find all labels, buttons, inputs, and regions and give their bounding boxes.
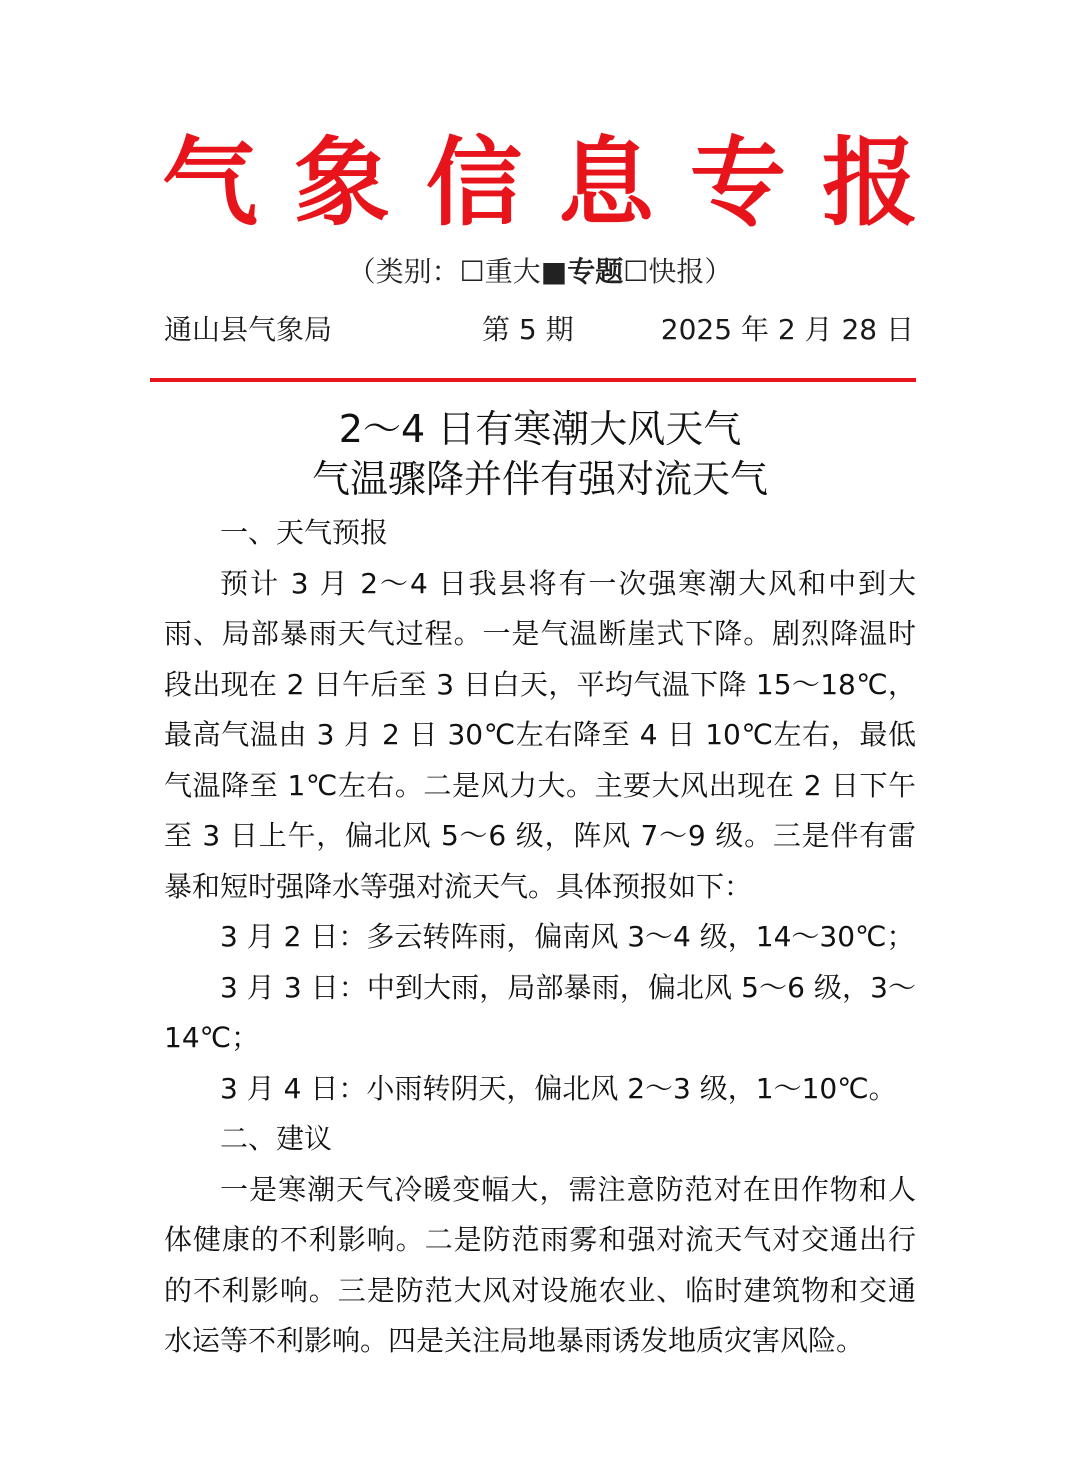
checkbox-special-icon: ■ xyxy=(540,255,568,288)
checkbox-quick-icon: ☐ xyxy=(623,255,649,288)
category-line xyxy=(0,252,1080,292)
red-divider xyxy=(150,378,916,382)
category-option-quick: 快报 xyxy=(648,255,705,288)
daily-forecast-day-4: 3 月 4 日：小雨转阴天，偏北风 2～3 级，1～10℃。 xyxy=(220,1071,897,1105)
issuing-office: 通山县气象局 xyxy=(164,313,333,346)
category-suffix: ） xyxy=(704,255,733,288)
headline-line-2: 气温骤降并伴有强对流天气 xyxy=(311,457,768,501)
category-prefix: （类别： xyxy=(347,255,460,288)
issue-date: 2025 年 2 月 28 日 xyxy=(660,313,914,346)
forecast-heading: 一、天气预报 xyxy=(220,516,389,549)
report-body xyxy=(164,508,916,1367)
headline xyxy=(0,404,1080,504)
advice-paragraph: 一是寒潮天气冷暖变幅大，需注意防范对在田作物和人体健康的不利影响。二是防范雨雾和强对流天气对交通出行的不利影响。三是防范大风对设施农业、临时建筑物和交通水运等不利影响。四是关注局地暴雨诱发地质灾害风险。 xyxy=(164,1172,916,1357)
masthead-title: 气象信息专报 xyxy=(162,127,954,239)
forecast-paragraph: 预计 3 月 2～4 日我县将有一次强寒潮大风和中到大雨、局部暴雨天气过程。一是气温断崖式下降。剧烈降温时段出现在 2 日午后至 3 日白天，平均气温下降 15～18℃，最高气温由 3 月 2 日 30℃左右降至 4 日 10℃左右，最低气温降至 1℃左右。二是风力大。主要大风出现在 2 日下午至 3 日上午，偏北风 5～6 级，阵风 7～9 级。三是伴有雷暴和短时强降水等强对流天气。具体预报如下： xyxy=(164,566,916,903)
headline-line-1: 2～4 日有寒潮大风天气 xyxy=(338,407,742,451)
issue-number: 第 5 期 xyxy=(482,313,574,346)
advice-heading: 二、建议 xyxy=(220,1122,333,1155)
category-option-special: 专题 xyxy=(567,255,624,288)
category-option-major: 重大 xyxy=(484,255,541,288)
daily-forecast-day-3: 3 月 3 日：中到大雨，局部暴雨，偏北风 5～6 级，3～14℃； xyxy=(164,970,916,1054)
daily-forecast-day-2: 3 月 2 日：多云转阵雨，偏南风 3～4 级，14～30℃； xyxy=(220,920,915,953)
meta-row xyxy=(164,308,914,352)
checkbox-major-icon: ☐ xyxy=(459,255,485,288)
